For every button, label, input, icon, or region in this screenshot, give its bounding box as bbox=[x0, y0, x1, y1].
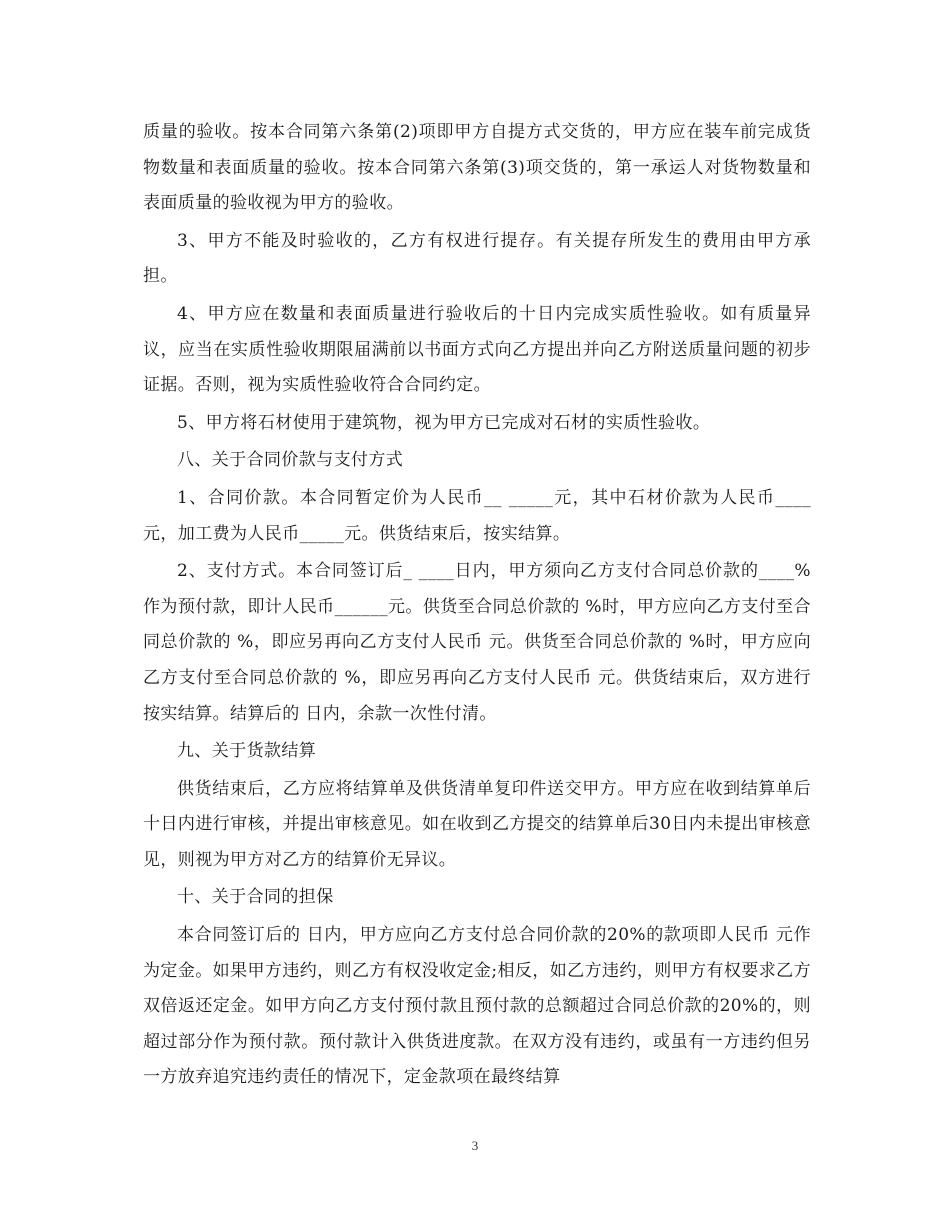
paragraph-acceptance-continued: 质量的验收。按本合同第六条第(2)项即甲方自提方式交货的，甲方应在装车前完成货物数量和表面质量的验收。按本合同第六条第(3)项交货的，第一承运人对货物数量和表面质量的验收视为甲方的验收。 bbox=[143, 122, 811, 214]
section-heading-10: 十、关于合同的担保 bbox=[177, 887, 334, 908]
page-number: 3 bbox=[471, 1138, 479, 1153]
paragraph-settlement: 供货结束后，乙方应将结算单及供货清单复印件送交甲方。甲方应在收到结算单后十日内进行审核，并提出审核意见。如在收到乙方提交的结算单后30日内未提出审核意见，则视为甲方对乙方的结算价无异议。 bbox=[143, 778, 811, 870]
paragraph-clause-3: 3、甲方不能及时验收的，乙方有权进行提存。有关提存所发生的费用由甲方承担。 bbox=[143, 230, 811, 287]
paragraph-contract-price: 1、合同价款。本合同暂定价为人民币__ _____元，其中石材价款为人民币____ 元，加工费为人民币_____元。供货结束后，按实结算。 bbox=[143, 487, 817, 544]
section-heading-9: 九、关于货款结算 bbox=[177, 741, 317, 762]
document-body bbox=[143, 115, 817, 1098]
paragraph-payment-method: 2、支付方式。本合同签订后_ ____日内，甲方须向乙方支付合同总价款的____%作为预付款，即计人民币______元。供货至合同总价款的 %时，甲方应向乙方支付至合同总价款的 %，即应另再向乙方支付人民币 元。供货至合同总价款的 %时，甲方应向乙方支付至合同总价款的 %，即应另再向乙方支付人民币 元。供货结束后，双方进行按实结算。结算后的 日内，余款一次性付清。 bbox=[143, 561, 811, 724]
paragraph-clause-5: 5、甲方将石材使用于建筑物，视为甲方已完成对石材的实质性验收。 bbox=[177, 412, 711, 433]
paragraph-guarantee: 本合同签订后的 日内，甲方应向乙方支付总合同价款的20%的款项即人民币 元作为定金。如果甲方违约，则乙方有权没收定金;相反，如乙方违约，则甲方有权要求乙方双倍返还定金。如甲方向乙方支付预付款且预付款的总额超过合同总价款的20%的，则超过部分作为预付款。预付款计入供货进度款。在双方没有违约，或虽有一方违约但另一方放弃追究违约责任的情况下，定金款项在最终结算 bbox=[143, 925, 811, 1088]
section-heading-8: 八、关于合同价款与支付方式 bbox=[177, 450, 404, 471]
paragraph-clause-4: 4、甲方应在数量和表面质量进行验收后的十日内完成实质性验收。如有质量异议，应当在实质性验收期限届满前以书面方式向乙方提出并向乙方附送质量问题的初步证据。否则，视为实质性验收符合合同约定。 bbox=[143, 303, 811, 396]
